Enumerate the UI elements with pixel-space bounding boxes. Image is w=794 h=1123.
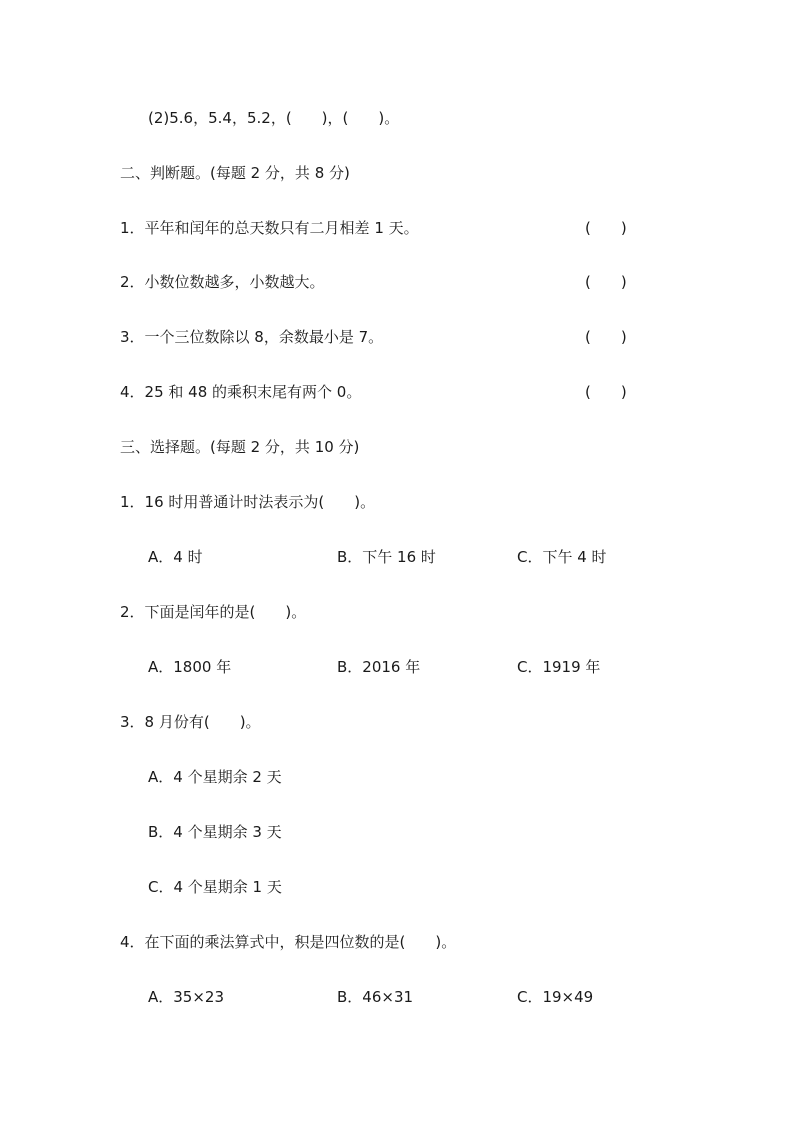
choice-question-4: 4．在下面的乘法算式中，积是四位数的是( )。 xyxy=(120,933,457,951)
choice-1-option-a[interactable]: A．4 时 xyxy=(148,548,203,566)
choice-4-option-b[interactable]: B．46×31 xyxy=(337,988,414,1006)
fill-in-item-2: (2)5.6，5.4，5.2，( )，( )。 xyxy=(148,109,400,127)
choice-3-option-b[interactable]: B．4 个星期余 3 天 xyxy=(148,823,282,841)
choice-3-option-a[interactable]: A．4 个星期余 2 天 xyxy=(148,768,282,786)
choice-1-option-b[interactable]: B．下午 16 时 xyxy=(337,548,436,566)
judge-answer-blank-4[interactable]: ( ) xyxy=(585,383,627,401)
choice-2-option-a[interactable]: A．1800 年 xyxy=(148,658,232,676)
choice-section-heading: 三、选择题。(每题 2 分，共 10 分) xyxy=(120,438,360,456)
judge-answer-blank-3[interactable]: ( ) xyxy=(585,328,627,346)
choice-1-option-c[interactable]: C．下午 4 时 xyxy=(517,548,607,566)
judge-question-2: 2．小数位数越多，小数越大。 xyxy=(120,273,325,291)
choice-4-option-c[interactable]: C．19×49 xyxy=(517,988,594,1006)
choice-3-option-c[interactable]: C．4 个星期余 1 天 xyxy=(148,878,282,896)
judge-question-1: 1．平年和闰年的总天数只有二月相差 1 天。 xyxy=(120,219,419,237)
judge-section-heading: 二、判断题。(每题 2 分，共 8 分) xyxy=(120,164,350,182)
judge-question-4: 4．25 和 48 的乘积末尾有两个 0。 xyxy=(120,383,362,401)
choice-2-option-c[interactable]: C．1919 年 xyxy=(517,658,601,676)
choice-question-3: 3．8 月份有( )。 xyxy=(120,713,261,731)
judge-answer-blank-1[interactable]: ( ) xyxy=(585,219,627,237)
choice-4-option-a[interactable]: A．35×23 xyxy=(148,988,225,1006)
choice-question-2: 2．下面是闰年的是( )。 xyxy=(120,603,307,621)
judge-question-3: 3．一个三位数除以 8，余数最小是 7。 xyxy=(120,328,384,346)
choice-question-1: 1．16 时用普通计时法表示为( )。 xyxy=(120,493,376,511)
judge-answer-blank-2[interactable]: ( ) xyxy=(585,273,627,291)
choice-2-option-b[interactable]: B．2016 年 xyxy=(337,658,421,676)
